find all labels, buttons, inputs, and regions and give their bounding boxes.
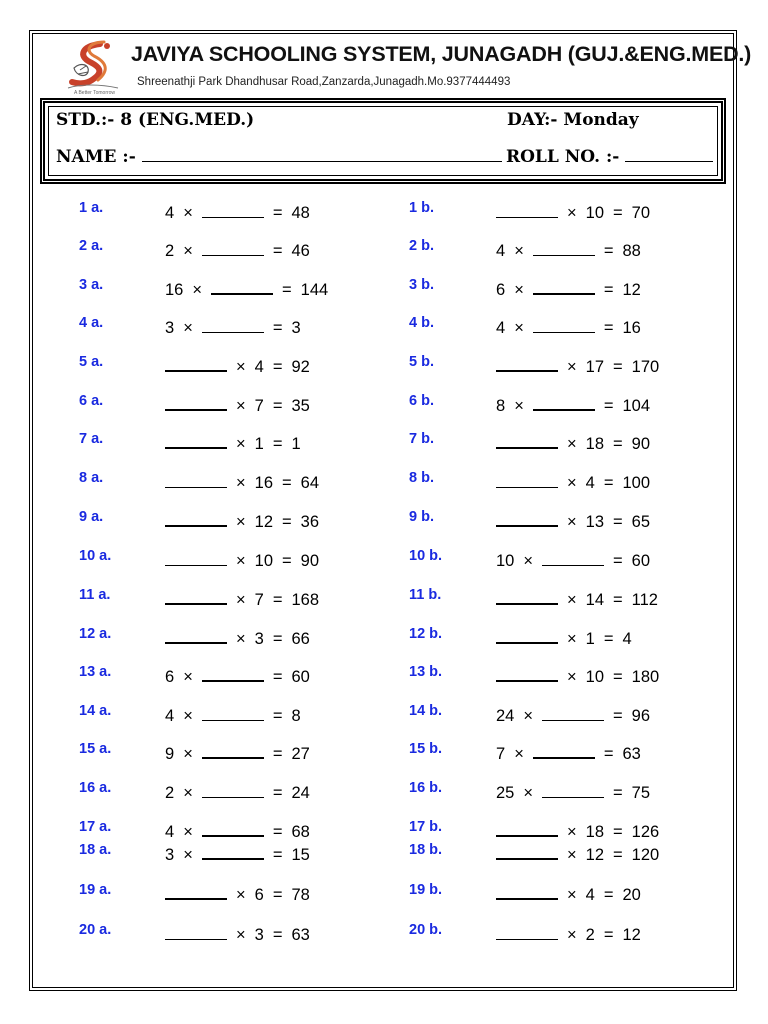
- times-sign: ×: [567, 846, 577, 864]
- times-sign: ×: [523, 552, 533, 570]
- problem-expression: [496, 663, 659, 687]
- problem-number: 5 b.: [409, 354, 434, 370]
- equals-sign: =: [272, 926, 283, 944]
- answer-blank[interactable]: [202, 719, 264, 721]
- problem-expression: [165, 314, 301, 338]
- problem-number: 7 b.: [409, 431, 434, 447]
- answer-blank[interactable]: [496, 216, 558, 218]
- problem-expression: [165, 881, 310, 905]
- equals-sign: =: [603, 926, 614, 944]
- answer-blank[interactable]: [533, 254, 595, 256]
- equals-sign: =: [613, 784, 623, 802]
- problem-expression: [165, 237, 310, 261]
- equals-sign: =: [613, 668, 623, 686]
- problem-number: 12 b.: [409, 626, 443, 642]
- equals-sign: =: [272, 707, 283, 725]
- product: 64: [300, 474, 319, 492]
- times-sign: ×: [236, 591, 246, 609]
- equals-sign: =: [603, 630, 614, 648]
- problem-number: 10 a.: [79, 548, 112, 564]
- problem-expression: [165, 508, 319, 532]
- problem-number: 3 a.: [79, 277, 104, 293]
- equals-sign: =: [603, 281, 614, 299]
- name-underline[interactable]: [142, 160, 502, 162]
- problem-number: 18 b.: [409, 842, 443, 858]
- factor: 7: [496, 745, 506, 763]
- roll-label: ROLL NO. :-: [506, 147, 620, 167]
- product: 8: [291, 707, 301, 725]
- answer-blank[interactable]: [542, 796, 604, 798]
- svg-text:A Better Tomorrow: A Better Tomorrow: [74, 90, 116, 96]
- times-sign: ×: [567, 823, 577, 841]
- product: 65: [631, 513, 650, 531]
- problem-expression: [165, 779, 310, 803]
- product: 68: [291, 823, 310, 841]
- name-field[interactable]: [56, 147, 502, 167]
- factor: 25: [496, 784, 515, 802]
- problem-expression: [165, 663, 310, 687]
- problem-number: 8 b.: [409, 470, 434, 486]
- times-sign: ×: [567, 474, 577, 492]
- equals-sign: =: [272, 668, 283, 686]
- factor: 10: [585, 668, 604, 686]
- product: 15: [291, 846, 310, 864]
- product: 170: [631, 358, 660, 376]
- problem-number: 17 a.: [79, 819, 112, 835]
- problem-expression: [496, 586, 658, 610]
- problem-expression: [496, 841, 659, 865]
- times-sign: ×: [183, 707, 193, 725]
- equals-sign: =: [613, 513, 623, 531]
- times-sign: ×: [514, 745, 524, 763]
- problem-number: 19 a.: [79, 882, 112, 898]
- times-sign: ×: [183, 784, 193, 802]
- equals-sign: =: [603, 474, 614, 492]
- factor: 17: [585, 358, 604, 376]
- problem-expression: [496, 508, 650, 532]
- answer-blank[interactable]: [202, 331, 264, 333]
- times-sign: ×: [183, 823, 193, 841]
- problem-expression: [496, 430, 650, 454]
- times-sign: ×: [236, 926, 246, 944]
- product: 1: [291, 435, 301, 453]
- equals-sign: =: [613, 823, 623, 841]
- factor: 16: [254, 474, 273, 492]
- answer-blank[interactable]: [202, 796, 264, 798]
- factor: 1: [254, 435, 264, 453]
- product: 12: [622, 926, 641, 944]
- times-sign: ×: [236, 886, 246, 904]
- factor: 2: [165, 784, 175, 802]
- problem-number: 16 b.: [409, 780, 443, 796]
- times-sign: ×: [183, 242, 193, 260]
- problem-number: 12 a.: [79, 626, 112, 642]
- problem-number: 14 b.: [409, 703, 443, 719]
- equals-sign: =: [272, 591, 283, 609]
- problem-number: 10 b.: [409, 548, 443, 564]
- answer-blank[interactable]: [542, 564, 604, 566]
- product: 3: [291, 319, 301, 337]
- name-label: NAME :-: [56, 147, 136, 167]
- equals-sign: =: [272, 435, 283, 453]
- product: 60: [291, 668, 310, 686]
- answer-blank[interactable]: [496, 938, 558, 940]
- equals-sign: =: [613, 552, 623, 570]
- problem-expression: [496, 237, 641, 261]
- product: 78: [291, 886, 310, 904]
- times-sign: ×: [567, 668, 577, 686]
- answer-blank[interactable]: [202, 679, 264, 682]
- equals-sign: =: [603, 745, 614, 763]
- problem-expression: [165, 625, 310, 649]
- answer-blank[interactable]: [165, 408, 227, 411]
- equals-sign: =: [613, 204, 623, 222]
- times-sign: ×: [514, 319, 524, 337]
- equals-sign: =: [603, 242, 614, 260]
- times-sign: ×: [523, 784, 533, 802]
- problem-number: 4 a.: [79, 315, 104, 331]
- times-sign: ×: [567, 358, 577, 376]
- equals-sign: =: [272, 823, 283, 841]
- problem-number: 15 b.: [409, 741, 443, 757]
- answer-blank[interactable]: [542, 719, 604, 721]
- answer-blank[interactable]: [165, 524, 227, 527]
- problem-expression: [165, 740, 310, 764]
- product: 92: [291, 358, 310, 376]
- answer-blank[interactable]: [165, 602, 227, 605]
- equals-sign: =: [603, 397, 614, 415]
- equals-sign: =: [272, 630, 283, 648]
- problem-number: 4 b.: [409, 315, 434, 331]
- problem-expression: [165, 430, 301, 454]
- product: 63: [622, 745, 641, 763]
- roll-underline[interactable]: [625, 160, 713, 162]
- product: 48: [291, 204, 310, 222]
- answer-blank[interactable]: [211, 292, 273, 295]
- factor: 10: [585, 204, 604, 222]
- school-name: JAVIYA SCHOOLING SYSTEM, JUNAGADH (GUJ.&ENG.MED.): [131, 42, 752, 66]
- problem-number: 15 a.: [79, 741, 112, 757]
- equals-sign: =: [613, 358, 623, 376]
- factor: 12: [254, 513, 273, 531]
- problem-number: 6 a.: [79, 393, 104, 409]
- times-sign: ×: [183, 319, 193, 337]
- times-sign: ×: [236, 513, 246, 531]
- product: 35: [291, 397, 310, 415]
- equals-sign: =: [613, 846, 623, 864]
- problem-expression: [496, 276, 641, 300]
- equals-sign: =: [272, 784, 283, 802]
- answer-blank[interactable]: [496, 486, 558, 488]
- answer-blank[interactable]: [202, 756, 264, 759]
- factor: 6: [254, 886, 264, 904]
- product: 144: [300, 281, 329, 299]
- problem-expression: [496, 625, 632, 649]
- product: 168: [291, 591, 319, 609]
- factor: 14: [585, 591, 604, 609]
- times-sign: ×: [236, 552, 246, 570]
- times-sign: ×: [236, 358, 246, 376]
- factor: 3: [165, 846, 175, 864]
- answer-blank[interactable]: [165, 897, 227, 900]
- problem-number: 17 b.: [409, 819, 443, 835]
- problem-expression: [496, 547, 650, 571]
- times-sign: ×: [236, 474, 246, 492]
- factor: 4: [165, 204, 175, 222]
- answer-blank[interactable]: [165, 446, 227, 449]
- product: 36: [300, 513, 319, 531]
- factor: 12: [585, 846, 604, 864]
- product: 112: [631, 591, 658, 609]
- times-sign: ×: [514, 242, 524, 260]
- product: 4: [622, 630, 632, 648]
- problem-number: 9 b.: [409, 509, 434, 525]
- times-sign: ×: [236, 630, 246, 648]
- problem-number: 20 b.: [409, 922, 443, 938]
- problem-number: 19 b.: [409, 882, 443, 898]
- problem-number: 2 b.: [409, 238, 434, 254]
- equals-sign: =: [272, 397, 283, 415]
- equals-sign: =: [282, 552, 292, 570]
- product: 104: [622, 397, 650, 415]
- times-sign: ×: [514, 281, 524, 299]
- product: 120: [631, 846, 660, 864]
- equals-sign: =: [613, 591, 623, 609]
- problem-expression: [496, 353, 659, 377]
- roll-field[interactable]: [506, 147, 713, 167]
- problem-number: 7 a.: [79, 431, 104, 447]
- product: 96: [631, 707, 650, 725]
- answer-blank[interactable]: [165, 938, 227, 940]
- factor: 4: [585, 886, 595, 904]
- times-sign: ×: [236, 397, 246, 415]
- times-sign: ×: [567, 204, 577, 222]
- problem-expression: [165, 469, 319, 493]
- answer-blank[interactable]: [165, 641, 227, 644]
- product: 16: [622, 319, 641, 337]
- times-sign: ×: [192, 281, 202, 299]
- problem-expression: [496, 779, 650, 803]
- factor: 9: [165, 745, 175, 763]
- problem-expression: [165, 199, 310, 223]
- product: 60: [631, 552, 650, 570]
- answer-blank[interactable]: [533, 408, 595, 411]
- product: 27: [291, 745, 310, 763]
- factor: 18: [585, 435, 604, 453]
- factor: 7: [254, 397, 264, 415]
- problem-number: 14 a.: [79, 703, 112, 719]
- problem-number: 9 a.: [79, 509, 104, 525]
- equals-sign: =: [272, 319, 283, 337]
- answer-blank[interactable]: [533, 331, 595, 333]
- school-address: Shreenathji Park Dhandhusar Road,Zanzarda,Junagadh.Mo.9377444493: [137, 76, 511, 88]
- problem-expression: [165, 276, 328, 300]
- factor: 1: [585, 630, 595, 648]
- problem-expression: [165, 921, 310, 945]
- factor: 3: [165, 319, 175, 337]
- problem-expression: [496, 314, 641, 338]
- times-sign: ×: [567, 513, 577, 531]
- answer-blank[interactable]: [202, 216, 264, 218]
- factor: 16: [165, 281, 184, 299]
- product: 90: [631, 435, 650, 453]
- product: 63: [291, 926, 310, 944]
- product: 66: [291, 630, 310, 648]
- times-sign: ×: [183, 668, 193, 686]
- product: 100: [622, 474, 650, 492]
- factor: 10: [496, 552, 515, 570]
- factor: 6: [496, 281, 506, 299]
- problem-expression: [165, 841, 310, 865]
- problem-expression: [496, 881, 641, 905]
- problem-expression: [165, 547, 319, 571]
- factor: 4: [165, 707, 175, 725]
- answer-blank[interactable]: [533, 756, 595, 759]
- equals-sign: =: [613, 707, 623, 725]
- equals-sign: =: [603, 319, 614, 337]
- problem-expression: [165, 702, 301, 726]
- times-sign: ×: [514, 397, 524, 415]
- product: 90: [300, 552, 319, 570]
- answer-blank[interactable]: [496, 641, 558, 644]
- problem-expression: [496, 469, 650, 493]
- equals-sign: =: [272, 846, 283, 864]
- answer-blank[interactable]: [202, 857, 264, 860]
- equals-sign: =: [272, 204, 283, 222]
- answer-blank[interactable]: [165, 369, 227, 372]
- answer-blank[interactable]: [496, 602, 558, 605]
- product: 180: [631, 668, 660, 686]
- problem-expression: [496, 818, 659, 842]
- answer-blank[interactable]: [202, 834, 264, 837]
- problem-expression: [496, 392, 650, 416]
- factor: 6: [165, 668, 175, 686]
- equals-sign: =: [272, 886, 283, 904]
- factor: 2: [165, 242, 175, 260]
- factor: 7: [254, 591, 264, 609]
- problem-expression: [496, 921, 641, 945]
- answer-blank[interactable]: [496, 369, 558, 372]
- answer-blank[interactable]: [496, 446, 558, 449]
- problem-number: 11 a.: [79, 587, 111, 603]
- equals-sign: =: [272, 358, 283, 376]
- equals-sign: =: [603, 886, 614, 904]
- product: 46: [291, 242, 310, 260]
- factor: 8: [496, 397, 506, 415]
- problem-number: 18 a.: [79, 842, 112, 858]
- problem-number: 5 a.: [79, 354, 104, 370]
- equals-sign: =: [282, 474, 292, 492]
- answer-blank[interactable]: [496, 679, 558, 682]
- times-sign: ×: [567, 630, 577, 648]
- product: 88: [622, 242, 641, 260]
- factor: 4: [496, 242, 506, 260]
- problem-number: 13 b.: [409, 664, 443, 680]
- school-logo-icon: [60, 40, 128, 96]
- equals-sign: =: [613, 435, 623, 453]
- answer-blank[interactable]: [202, 254, 264, 256]
- times-sign: ×: [236, 435, 246, 453]
- answer-blank[interactable]: [496, 524, 558, 527]
- factor: 2: [585, 926, 595, 944]
- factor: 10: [254, 552, 273, 570]
- factor: 3: [254, 926, 264, 944]
- times-sign: ×: [567, 926, 577, 944]
- factor: 18: [585, 823, 604, 841]
- problem-expression: [165, 353, 310, 377]
- answer-blank[interactable]: [165, 564, 227, 566]
- problem-expression: [496, 199, 650, 223]
- product: 24: [291, 784, 310, 802]
- answer-blank[interactable]: [496, 897, 558, 900]
- day-label: DAY:- Monday: [507, 110, 639, 130]
- problem-expression: [496, 702, 650, 726]
- problem-number: 3 b.: [409, 277, 434, 293]
- times-sign: ×: [183, 846, 193, 864]
- product: 12: [622, 281, 641, 299]
- problem-number: 6 b.: [409, 393, 434, 409]
- factor: 4: [165, 823, 175, 841]
- times-sign: ×: [567, 591, 577, 609]
- problem-number: 1 b.: [409, 200, 434, 216]
- factor: 24: [496, 707, 515, 725]
- answer-blank[interactable]: [533, 292, 595, 295]
- times-sign: ×: [183, 745, 193, 763]
- times-sign: ×: [567, 886, 577, 904]
- product: 75: [631, 784, 650, 802]
- product: 126: [631, 823, 660, 841]
- equals-sign: =: [282, 513, 292, 531]
- problem-number: 8 a.: [79, 470, 104, 486]
- answer-blank[interactable]: [165, 486, 227, 488]
- factor: 4: [496, 319, 506, 337]
- problem-number: 20 a.: [79, 922, 112, 938]
- factor: 13: [585, 513, 604, 531]
- product: 20: [622, 886, 641, 904]
- times-sign: ×: [183, 204, 193, 222]
- times-sign: ×: [523, 707, 533, 725]
- std-label: STD.:- 8 (ENG.MED.): [56, 110, 255, 130]
- equals-sign: =: [282, 281, 292, 299]
- factor: 4: [585, 474, 595, 492]
- times-sign: ×: [567, 435, 577, 453]
- problem-expression: [165, 392, 310, 416]
- problem-number: 13 a.: [79, 664, 112, 680]
- problem-expression: [496, 740, 641, 764]
- problem-expression: [165, 818, 310, 842]
- product: 70: [631, 204, 650, 222]
- factor: 4: [254, 358, 264, 376]
- problem-expression: [165, 586, 319, 610]
- equals-sign: =: [272, 242, 283, 260]
- problem-number: 2 a.: [79, 238, 104, 254]
- equals-sign: =: [272, 745, 283, 763]
- problem-number: 1 a.: [79, 200, 104, 216]
- problem-number: 16 a.: [79, 780, 112, 796]
- factor: 3: [254, 630, 264, 648]
- problem-number: 11 b.: [409, 587, 442, 603]
- answer-blank[interactable]: [496, 834, 558, 837]
- answer-blank[interactable]: [496, 857, 558, 860]
